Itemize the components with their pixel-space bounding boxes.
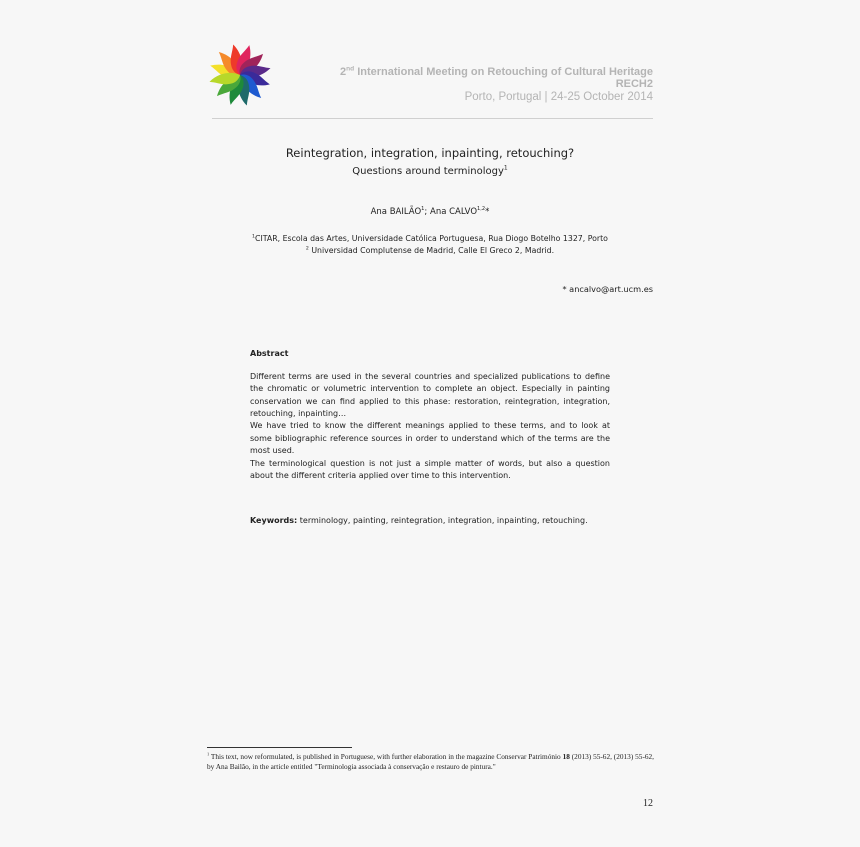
- page-number: 12: [643, 798, 653, 809]
- conference-location-date: Porto, Portugal | 24-25 October 2014: [464, 91, 653, 103]
- abstract-heading: Abstract: [250, 349, 289, 358]
- footnote-divider: [207, 747, 352, 748]
- abstract-line: The terminological question is not just a simple matter of words, but also a question: [250, 459, 610, 468]
- abstract-line: about the different criteria applied over time to this intervention.: [250, 471, 511, 480]
- affiliation-1: $^1$CITAR, Escola das Artes, Universidade Católica Portuguesa, Rua Diogo Botelho 1327, Porto: [252, 234, 608, 243]
- abstract-line: some bibliographic reference sources in order to understand which of the terms are the: [250, 434, 610, 443]
- abstract-line: the chromatic or volumetric intervention to complete an object. Especially in painting: [250, 384, 610, 393]
- abstract-line: We have tried to know the different meanings applied to these terms, and to look at: [250, 421, 610, 430]
- footnote-ref[interactable]: 1: [503, 164, 508, 172]
- abstract-line: retouching, inpainting…: [250, 409, 347, 418]
- paper-title: Reintegration, integration, inpainting, retouching?: [285, 146, 575, 160]
- abstract-line: Different terms are used in the several countries and specialized publications to define: [250, 372, 610, 381]
- header-divider: [212, 118, 653, 119]
- conference-title: 2nd International Meeting on Retouching of Cultural Heritage: [339, 65, 653, 78]
- paper-subtitle: Questions around terminology$^1$: [352, 164, 508, 177]
- authors: Ana BAILÃO$^1$; Ana CALVO$^{1,2}$*: [370, 206, 490, 217]
- conference-logo: [206, 42, 274, 108]
- corresponding-email[interactable]: * ancalvo@art.ucm.es: [562, 284, 653, 294]
- abstract-line: most used.: [250, 446, 295, 455]
- conference-acronym: RECH2: [615, 78, 653, 90]
- footnote: $^1$ This text, now reformulated, is published in Portuguese, with further elaboration in the magazine Conservar Património 18 (2013) 55-62, (2013) 55-62, by Ana Bailão, in the article entitled "Terminologia associada à conservação e restauro de pintura.": [207, 751, 654, 771]
- abstract-line: conservation we can find applied to this phase: restoration, reintegration, integration,: [250, 397, 610, 406]
- keywords: Keywords: terminology, painting, reintegration, integration, inpainting, retouching.: [250, 516, 588, 525]
- affiliation-2: $^2$ Universidad Complutense de Madrid, Calle El Greco 2, Madrid.: [305, 246, 555, 255]
